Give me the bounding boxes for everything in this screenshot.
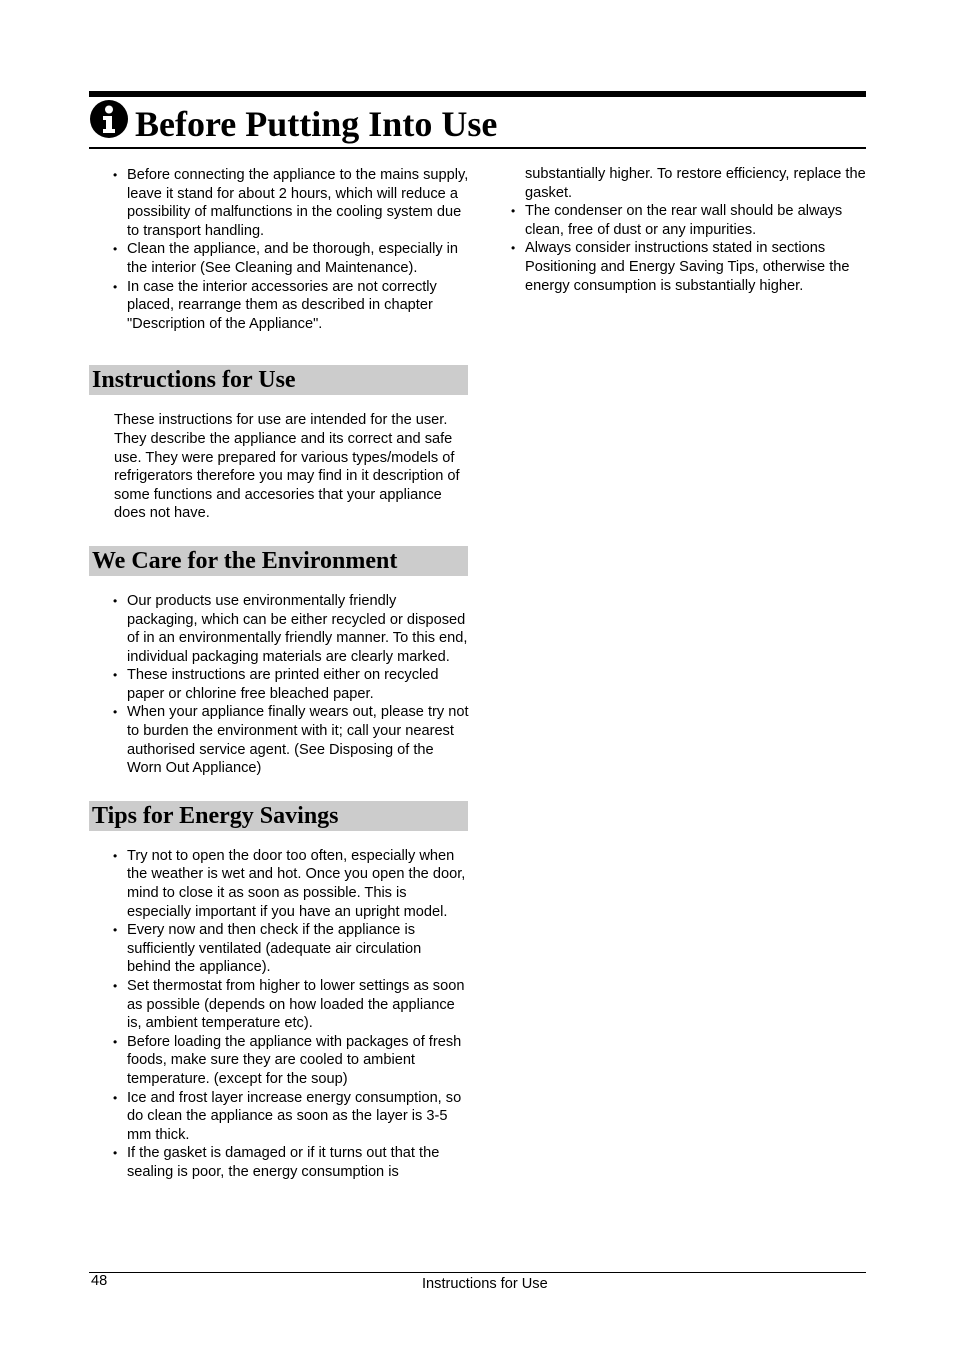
page-number: 48 bbox=[91, 1273, 108, 1289]
list-item: • If the gasket is damaged or if it turns out that the sealing is poor, the energy consumption is bbox=[89, 1144, 469, 1181]
info-icon bbox=[90, 100, 128, 138]
environment-list bbox=[89, 592, 469, 778]
section-heading-energy: Tips for Energy Savings bbox=[89, 801, 468, 831]
list-item: • Set thermostat from higher to lower settings as soon as possible (depends on how loaded the appliance is, ambient temperature etc). bbox=[89, 977, 469, 1033]
footer-title: Instructions for Use bbox=[422, 1276, 548, 1292]
list-item: • Before connecting the appliance to the mains supply, leave it stand for about 2 hours, which will reduce a possibility of malfunctions in the cooling system due to transport handling. bbox=[89, 166, 469, 240]
list-item: • In case the interior accessories are not correctly placed, rearrange them as described in chapter "Description of the Appliance". bbox=[89, 278, 469, 334]
list-item: • These instructions are printed either on recycled paper or chlorine free bleached paper. bbox=[89, 666, 469, 703]
list-item: • Always consider instructions stated in sections Positioning and Energy Saving Tips, otherwise the energy consumption is substantially higher. bbox=[509, 239, 869, 295]
list-item: • Ice and frost layer increase energy consumption, so do clean the appliance as soon as the layer is 3-5 mm thick. bbox=[89, 1089, 469, 1145]
energy-list-continued bbox=[509, 202, 869, 295]
right-column bbox=[509, 165, 869, 295]
energy-list bbox=[89, 847, 469, 1182]
page-header bbox=[89, 97, 866, 149]
section-heading-environment: We Care for the Environment bbox=[89, 546, 468, 576]
list-item-continuation: substantially higher. To restore efficiency, replace the gasket. bbox=[525, 166, 866, 201]
list-item: • When your appliance finally wears out, please try not to burden the environment with it; call your nearest authorised service agent. (See Disposing of the Worn Out Appliance) bbox=[89, 703, 469, 777]
footer-rule bbox=[89, 1272, 866, 1273]
list-item: • Our products use environmentally friendly packaging, which can be either recycled or disposed of in an environmentally friendly manner. To this end, individual packaging materials are clearly marked. bbox=[89, 592, 469, 666]
list-item: • Before loading the appliance with packages of fresh foods, make sure they are cooled to ambient temperature. (except for the soup) bbox=[89, 1033, 469, 1089]
list-item: • Try not to open the door too often, especially when the weather is wet and hot. Once you open the door, mind to close it as soon as possible. This is especially important if you have an upright model. bbox=[89, 847, 469, 921]
intro-list bbox=[89, 166, 469, 333]
page-title: Before Putting Into Use bbox=[135, 104, 498, 144]
list-item: • The condenser on the rear wall should be always clean, free of dust or any impurities. bbox=[509, 202, 869, 239]
instructions-paragraph: These instructions for use are intended for the user. They describe the appliance and its correct and safe use. They were prepared for various types/models of refrigerators therefore you may find in it description of some functions and accesories that your appliance does not have. bbox=[114, 412, 460, 522]
left-column bbox=[89, 166, 469, 1182]
list-item: • Clean the appliance, and be thorough, especially in the interior (See Cleaning and Maintenance). bbox=[89, 240, 469, 277]
list-item: • Every now and then check if the appliance is sufficiently ventilated (adequate air circulation behind the appliance). bbox=[89, 921, 469, 977]
section-heading-instructions: Instructions for Use bbox=[89, 365, 468, 395]
